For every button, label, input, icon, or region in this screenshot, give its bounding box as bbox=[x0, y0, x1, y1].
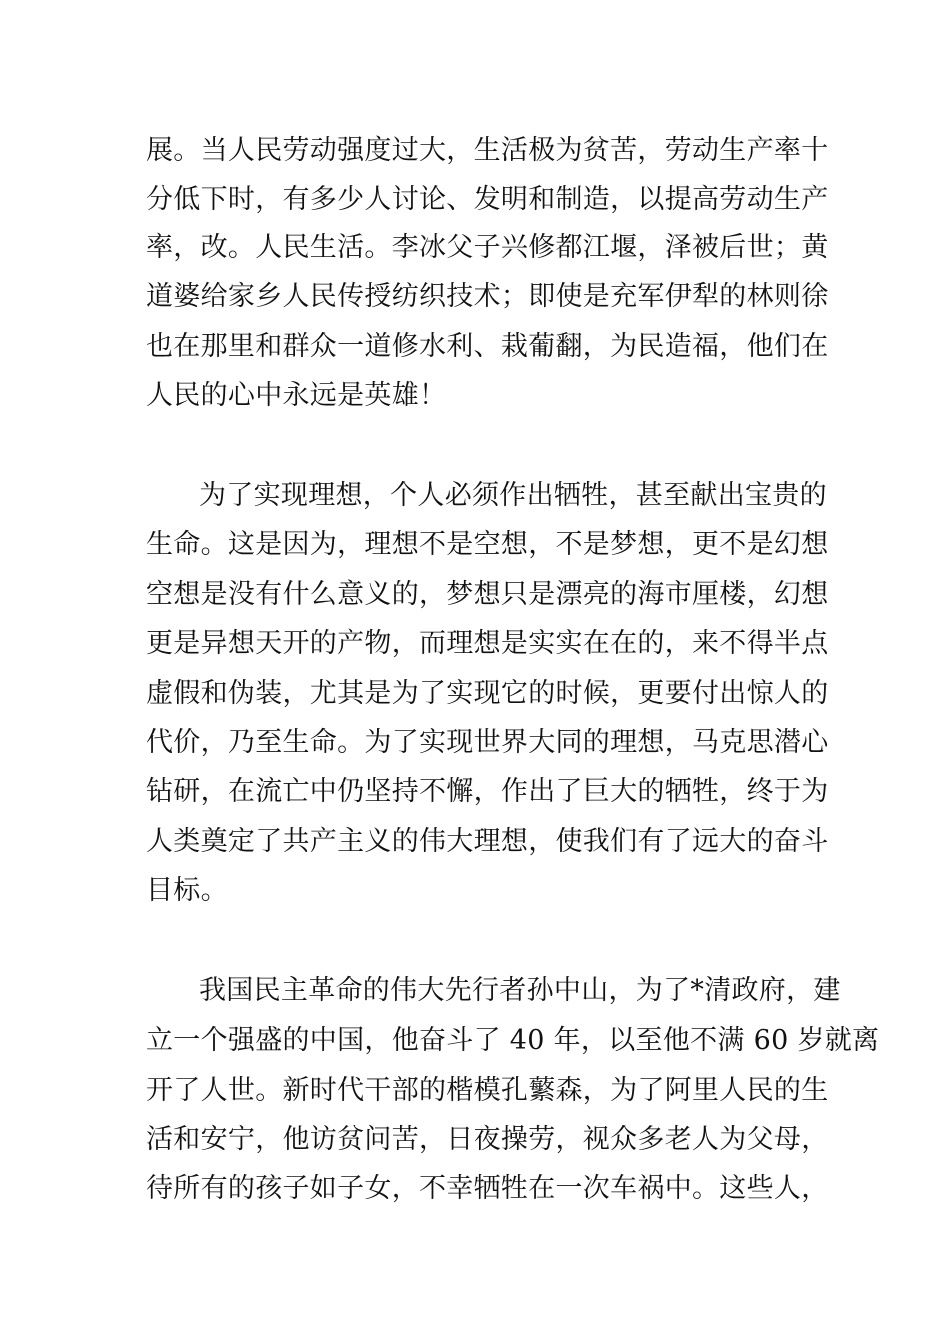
paragraph-line: 我国民主革命的伟大先行者孙中山，为了*清政府，建 bbox=[199, 975, 841, 1006]
paragraph-line: 目标。 bbox=[146, 875, 228, 906]
paragraph-line: 空想是没有什么意义的，梦想只是漂亮的海市厘楼，幻想 bbox=[146, 579, 829, 610]
paragraph-line: 代价，乃至生命。为了实现世界大同的理想，马克思潜心 bbox=[146, 727, 829, 758]
paragraph-line: 更是异想天开的产物，而理想是实实在在的，来不得半点 bbox=[146, 628, 829, 659]
paragraph-line: 钻研，在流亡中仍坚持不懈，作出了巨大的牺牲，终于为 bbox=[146, 776, 829, 807]
paragraph-line: 为了实现理想，个人必须作出牺牲，甚至献出宝贵的 bbox=[199, 480, 827, 511]
paragraph-line: 道婆给家乡人民传授纺织技术；即使是充军伊犁的林则徐 bbox=[146, 281, 829, 312]
paragraph-line: 生命。这是因为，理想不是空想，不是梦想，更不是幻想 bbox=[146, 529, 829, 560]
paragraph-line: 开了人世。新时代干部的楷模孔蘩森，为了阿里人民的生 bbox=[146, 1075, 829, 1106]
paragraph-line: 分低下时，有多少人讨论、发明和制造，以提高劳动生产 bbox=[146, 184, 829, 215]
paragraph-line: 待所有的孩子如子女，不幸牺牲在一次车祸中。这些人， bbox=[146, 1173, 829, 1204]
paragraph-line: 虚假和伪装，尤其是为了实现它的时候，更要付出惊人的 bbox=[146, 678, 829, 709]
paragraph-line: 人民的心中永远是英雄！ bbox=[146, 380, 447, 411]
paragraph-line: 展。当人民劳动强度过大，生活极为贫苦，劳动生产率十 bbox=[146, 135, 829, 166]
paragraph-line: 活和安宁，他访贫问苦，日夜操劳，视众多老人为父母， bbox=[146, 1124, 829, 1155]
paragraph-line: 也在那里和群众一道修水利、栽葡翻，为民造福，他们在 bbox=[146, 331, 829, 362]
paragraph-line: 人类奠定了共产主义的伟大理想，使我们有了远大的奋斗 bbox=[146, 826, 829, 857]
paragraph-line: 率，改。人民生活。李冰父子兴修都江堰，泽被后世；黄 bbox=[146, 232, 829, 263]
paragraph-line: 立一个强盛的中国，他奋斗了 40 年，以至他不满 60 岁就离 bbox=[146, 1025, 880, 1056]
